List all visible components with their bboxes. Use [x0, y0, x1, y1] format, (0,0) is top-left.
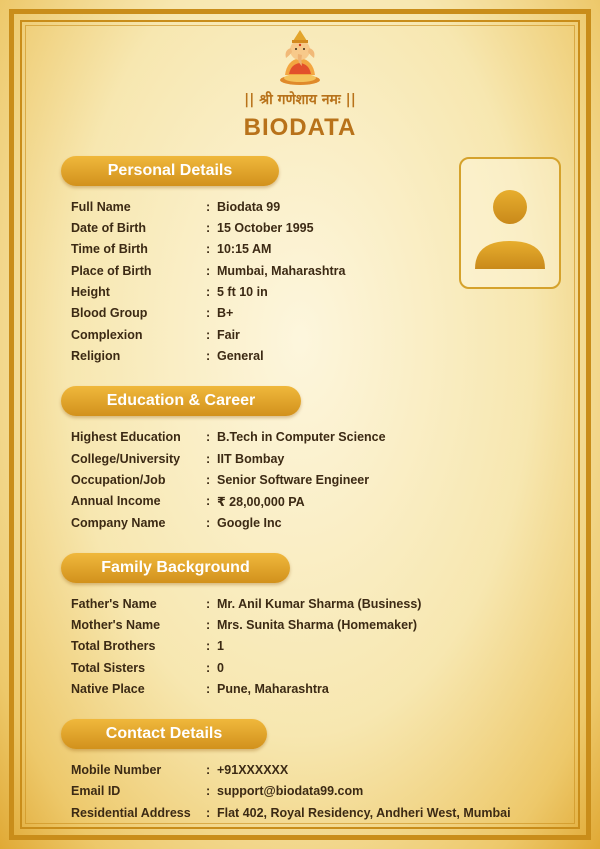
table-row	[71, 430, 551, 450]
page-title: BIODATA	[243, 114, 357, 141]
table-row	[71, 452, 551, 472]
row-separator: :	[206, 306, 211, 320]
row-value: ₹ 28,00,000 PA	[217, 495, 305, 509]
row-separator: :	[206, 328, 211, 342]
table-row	[71, 200, 551, 220]
table-row	[71, 328, 551, 348]
row-value: B+	[217, 306, 234, 320]
row-separator: :	[206, 200, 211, 214]
row-value: 1	[217, 639, 224, 653]
row-separator: :	[206, 682, 211, 696]
row-separator: :	[206, 618, 211, 632]
row-separator: :	[206, 473, 211, 487]
row-separator: :	[206, 264, 211, 278]
table-row	[71, 597, 551, 617]
table-row	[71, 285, 551, 305]
row-value: Senior Software Engineer	[217, 473, 370, 487]
row-separator: :	[206, 806, 211, 820]
row-separator: :	[206, 516, 211, 530]
section-heading-contact-details: Contact Details	[61, 719, 267, 749]
row-label: Blood Group	[71, 306, 148, 320]
row-separator: :	[206, 639, 211, 653]
row-label: Company Name	[71, 516, 166, 530]
row-label: Residential Address	[71, 806, 191, 820]
row-value: Google Inc	[217, 516, 282, 530]
row-label: Date of Birth	[71, 221, 146, 235]
row-separator: :	[206, 784, 211, 798]
row-separator: :	[206, 597, 211, 611]
table-row	[71, 661, 551, 681]
row-label: Height	[71, 285, 110, 299]
row-value: Mumbai, Maharashtra	[217, 264, 346, 278]
table-row	[71, 806, 551, 826]
row-separator: :	[206, 221, 211, 235]
row-label: Occupation/Job	[71, 473, 166, 487]
row-value: IIT Bombay	[217, 452, 285, 466]
row-value: General	[217, 349, 264, 363]
inner-border-fine	[25, 25, 575, 824]
ganesha-icon	[275, 28, 325, 86]
row-separator: :	[206, 349, 211, 363]
row-separator: :	[206, 285, 211, 299]
row-value: 15 October 1995	[217, 221, 314, 235]
row-label: Father's Name	[71, 597, 157, 611]
table-row	[71, 306, 551, 326]
row-label: Mobile Number	[71, 763, 162, 777]
row-value: Flat 402, Royal Residency, Andheri West, Mumbai	[217, 806, 511, 820]
row-value: 5 ft 10 in	[217, 285, 268, 299]
row-separator: :	[206, 661, 211, 675]
row-value: Biodata 99	[217, 200, 281, 214]
row-label: Full Name	[71, 200, 131, 214]
row-label: Time of Birth	[71, 242, 148, 256]
table-row	[71, 221, 551, 241]
row-separator: :	[206, 763, 211, 777]
section-heading-family-background: Family Background	[61, 553, 290, 583]
row-label: Place of Birth	[71, 264, 152, 278]
row-value: Mr. Anil Kumar Sharma (Business)	[217, 597, 422, 611]
row-label: Total Sisters	[71, 661, 146, 675]
row-value: Fair	[217, 328, 240, 342]
table-row	[71, 494, 551, 514]
table-row	[71, 763, 551, 783]
row-label: Native Place	[71, 682, 145, 696]
section-heading-personal-details: Personal Details	[61, 156, 279, 186]
section-heading-education-career: Education & Career	[61, 386, 301, 416]
row-label: Highest Education	[71, 430, 181, 444]
row-value: Pune, Maharashtra	[217, 682, 329, 696]
row-value: Mrs. Sunita Sharma (Homemaker)	[217, 618, 418, 632]
row-value: 0	[217, 661, 224, 675]
mantra-text: || श्री गणेशाय नमः ||	[244, 92, 356, 108]
row-label: Complexion	[71, 328, 143, 342]
row-value: +91XXXXXX	[217, 763, 289, 777]
table-row	[71, 682, 551, 702]
table-row	[71, 784, 551, 804]
row-label: Mother's Name	[71, 618, 161, 632]
row-label: Annual Income	[71, 494, 161, 508]
row-label: Email ID	[71, 784, 121, 798]
row-separator: :	[206, 242, 211, 256]
table-row	[71, 473, 551, 493]
row-value: B.Tech in Computer Science	[217, 430, 386, 444]
row-value: support@biodata99.com	[217, 784, 364, 798]
row-label: Total Brothers	[71, 639, 156, 653]
table-row	[71, 242, 551, 262]
row-separator: :	[206, 494, 211, 508]
table-row	[71, 349, 551, 369]
row-label: College/University	[71, 452, 181, 466]
row-label: Religion	[71, 349, 121, 363]
row-separator: :	[206, 430, 211, 444]
row-value: 10:15 AM	[217, 242, 272, 256]
row-separator: :	[206, 452, 211, 466]
table-row	[71, 516, 551, 536]
table-row	[71, 639, 551, 659]
table-row	[71, 264, 551, 284]
table-row	[71, 618, 551, 638]
